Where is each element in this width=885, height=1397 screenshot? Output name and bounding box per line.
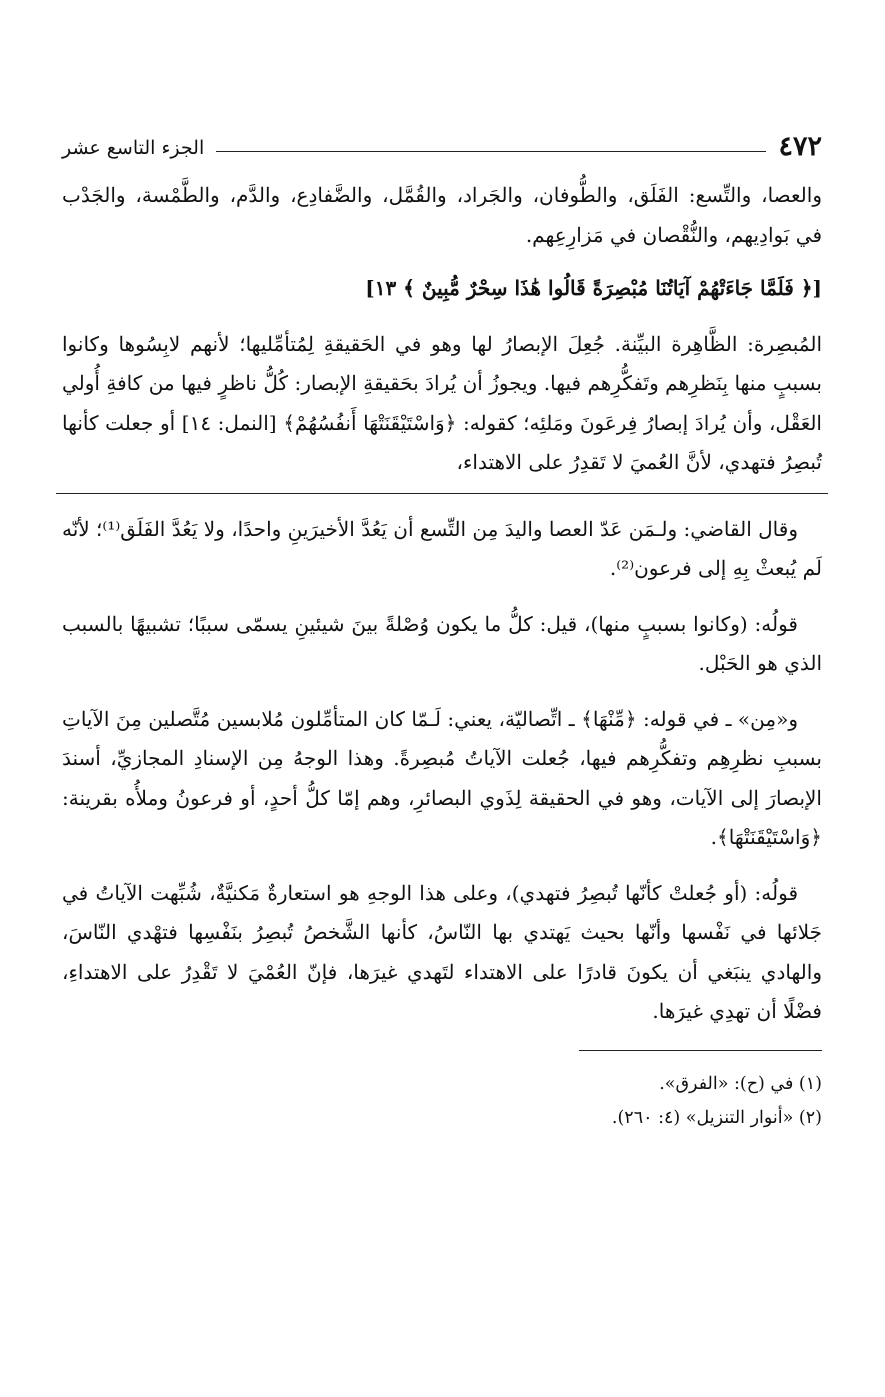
gloss-paragraph: قولُه: (وكانوا بسببٍ منها)، قيل: كلُّ ما يكون وُصْلةً بينَ شيئينِ يسمّى سببًا؛ تشبيهًا بالسبب الذي هو الحَبْل. [62, 611, 822, 675]
gloss-section [62, 510, 822, 1032]
section-divider [56, 493, 828, 494]
footnote: (٢) «أنوار التنزيل» (٤: ٢٦٠). [611, 1107, 822, 1128]
header-rule [216, 151, 766, 152]
commentary-paragraph: المُبصِرة: الظَّاهِرة البيِّنة. جُعِلَ الإبصارُ لها وهو في الحَقيقةِ لِمُتأمِّليها؛ لأنهم لابِسُوها وكانوا بسببٍ منها بِنَظرِهم وتَفكُّرِهم فيها. ويجوزُ أن يُرادَ بحَقيقةِ الإبصار: كُلُّ ناظرٍ فيها من كافةِ أُولي العَقْل، وأن يُرادَ إبصارُ فِرعَونَ ومَلئِه؛ كقوله: ﴿وَاسْتَيْقَنَتْهَا أَنفُسُهُمْ﴾ [النمل: ١٤] أو جعلت كأنها تُبصِرُ فتهدي، لأنَّ العُميَ لا تَقدِرُ على الاهتداء، [62, 331, 822, 474]
page-number: ٤٧٢ [778, 131, 822, 162]
quran-verse: [﴿ فَلَمَّا جَاءَتْهُمْ آيَاتُنَا مُبْصِرَةً قَالُوا هَٰذَا سِحْرٌ مُّبِينٌ ﴾ ١٣] [365, 276, 822, 300]
footnote: (١) في (ح): «الفرق». [659, 1073, 822, 1094]
footnote-divider [579, 1050, 822, 1051]
page-header [62, 118, 822, 160]
footnotes [62, 1067, 822, 1135]
commentary-section [62, 176, 822, 483]
book-page [62, 118, 822, 1135]
gloss-paragraph: و«مِن» ـ في قوله: ﴿مِّنْهَا﴾ ـ اتِّصاليّة، يعني: لَـمّا كان المتأمِّلون مُلابسين مُتَّصلين مِنَ الآياتِ بسببِ نظرِهِم وتفكُّرِهم فيها، جُعلت الآياتُ مُبصِرةً. وهذا الوجهُ مِن الإسنادِ المجازيِّ، أسندَ الإبصارَ إلى الآيات، وهو في الحقيقة لِذَوي البصائرِ، وهم إمّا كلُّ أحدٍ، أو فرعونُ وملأُه بقرينة: ﴿وَاسْتَيْقَنَتْهَا﴾. [62, 706, 822, 849]
gloss-paragraph: قولُه: (أو جُعلتْ كأنّها تُبصِرُ فتهدي)، وعلى هذا الوجهِ هو استعارةٌ مَكنيَّةٌ، شُبِّهت الآياتُ في جَلائها في نَفْسها وأنّها بحيث يَهتدي بها النّاسُ، كأنها الشَّخصُ تُبصِرُ بنَفْسِها فتهْدي النّاسَ، والهادي ينبَغي أن يكونَ قادرًا على الاهتداء لتَهدي غيرَها، فإنّ العُمْيَ لا تَقْدِرُ على الاهتداءِ، فضْلًا أن تهدِي غيرَها. [62, 880, 822, 1023]
gloss-paragraph: وقال القاضي: ولـمَن عَدّ العصا واليدَ مِن التِّسع أن يَعُدَّ الأخيرَينِ واحدًا، ولا يَعُدَّ الفَلَق⁽¹⁾؛ لأنّه لَم يُبعثْ بِهِ إلى فرعون⁽²⁾. [62, 516, 822, 580]
running-title: الجزء التاسع عشر [62, 137, 205, 159]
commentary-paragraph: والعصا، والتِّسع: الفَلَق، والطُّوفان، والجَراد، والقُمَّل، والضَّفادِع، والدَّم، والطَّمْسة، والجَدْب في بَوادِيهم، والنُّقْصان في مَزارِعِهم. [62, 183, 822, 247]
